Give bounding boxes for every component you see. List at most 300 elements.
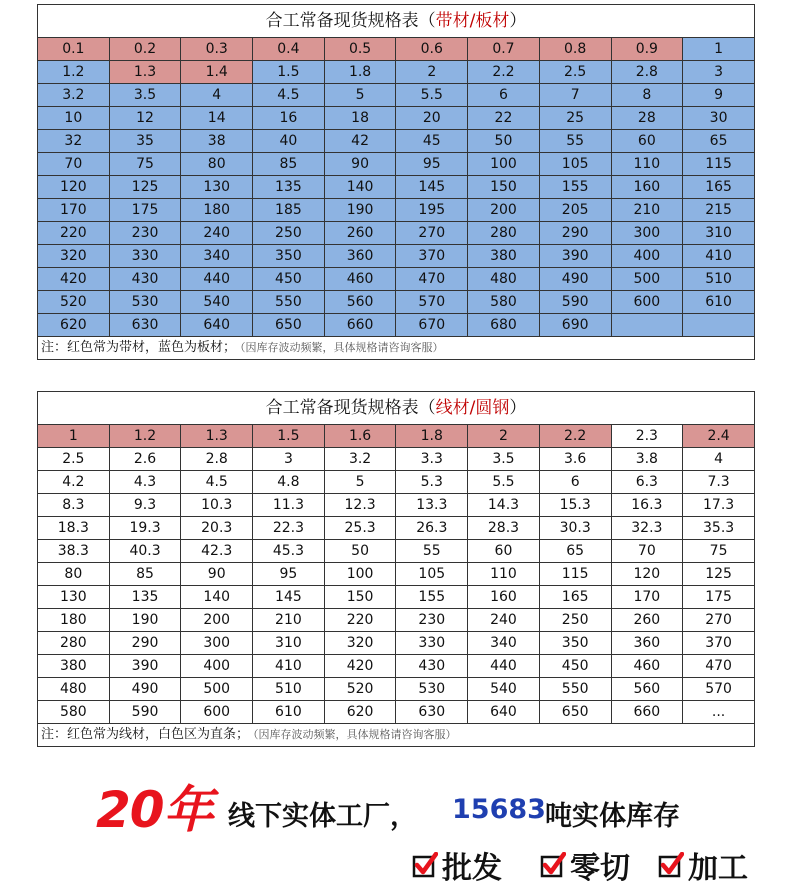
- spec-cell: 90: [324, 153, 396, 176]
- spec-cell: 10.3: [181, 494, 253, 517]
- spec-cell: 250: [253, 222, 325, 245]
- spec-cell: 7: [539, 84, 611, 107]
- spec-cell: 540: [181, 291, 253, 314]
- note-disclaimer: （因库存波动频繁，具体规格请咨询客服）: [240, 341, 444, 354]
- spec-cell: 3: [253, 448, 325, 471]
- spec-cell: 2.5: [38, 448, 110, 471]
- spec-cell: ...: [683, 701, 755, 724]
- table-row: [38, 632, 755, 655]
- spec-cell: 290: [109, 632, 181, 655]
- spec-cell: 60: [611, 130, 683, 153]
- spec-cell: 155: [396, 586, 468, 609]
- checkbox-checked-icon: [412, 852, 438, 878]
- spec-cell: 190: [324, 199, 396, 222]
- spec-cell: 115: [539, 563, 611, 586]
- spec-cell: 550: [253, 291, 325, 314]
- table-row: [38, 517, 755, 540]
- table-row: [38, 176, 755, 199]
- spec-cell: 115: [683, 153, 755, 176]
- note-row: [38, 337, 755, 360]
- spec-cell: 60: [468, 540, 540, 563]
- spec-cell: 2.2: [539, 425, 611, 448]
- spec-cell: 1.6: [324, 425, 396, 448]
- spec-cell: 20: [396, 107, 468, 130]
- spec-cell: 250: [539, 609, 611, 632]
- spec-cell: 35: [109, 130, 181, 153]
- spec-cell: 175: [683, 586, 755, 609]
- table-row: [38, 540, 755, 563]
- spec-cell: 500: [611, 268, 683, 291]
- table-title: [38, 5, 755, 38]
- spec-cell: 520: [38, 291, 110, 314]
- spec-cell: 145: [253, 586, 325, 609]
- spec-cell: 650: [253, 314, 325, 337]
- spec-cell: 2.2: [468, 61, 540, 84]
- spec-cell: 300: [611, 222, 683, 245]
- spec-cell: 410: [253, 655, 325, 678]
- spec-cell: 18: [324, 107, 396, 130]
- spec-cell: 1.8: [324, 61, 396, 84]
- spec-cell: 25.3: [324, 517, 396, 540]
- spec-cell: 0.9: [611, 38, 683, 61]
- spec-cell: 3.3: [396, 448, 468, 471]
- spec-cell: 540: [468, 678, 540, 701]
- spec-cell: 85: [109, 563, 181, 586]
- spec-cell: 230: [396, 609, 468, 632]
- spec-cell: 120: [38, 176, 110, 199]
- spec-cell: 30.3: [539, 517, 611, 540]
- spec-cell: 0.6: [396, 38, 468, 61]
- spec-cell: 38: [181, 130, 253, 153]
- spec-cell: 5: [324, 84, 396, 107]
- spec-cell: 0.2: [109, 38, 181, 61]
- spec-cell: 175: [109, 199, 181, 222]
- spec-cell: 4.5: [181, 471, 253, 494]
- spec-cell: 28.3: [468, 517, 540, 540]
- spec-cell: 490: [109, 678, 181, 701]
- table-note: [38, 337, 755, 360]
- spec-cell: 400: [611, 245, 683, 268]
- spec-cell: 2.5: [539, 61, 611, 84]
- note-row: [38, 724, 755, 747]
- spec-cell: 2.6: [109, 448, 181, 471]
- spec-cell: 350: [539, 632, 611, 655]
- service-badges: [0, 845, 790, 885]
- spec-cell: 0.8: [539, 38, 611, 61]
- spec-cell: 22: [468, 107, 540, 130]
- spec-cell: 360: [324, 245, 396, 268]
- spec-cell: 0.5: [324, 38, 396, 61]
- spec-cell: 4: [683, 448, 755, 471]
- spec-cell: 40.3: [109, 540, 181, 563]
- spec-cell: 3.2: [38, 84, 110, 107]
- spec-cell: 450: [539, 655, 611, 678]
- spec-cell: 200: [181, 609, 253, 632]
- spec-cell: 8: [611, 84, 683, 107]
- spec-cell: 680: [468, 314, 540, 337]
- checkbox-checked-icon: [540, 852, 566, 878]
- spec-cell: 1.2: [38, 61, 110, 84]
- note-text: 注：红色常为线材，白色区为直条；: [41, 727, 250, 742]
- spec-cell: 560: [324, 291, 396, 314]
- spec-cell: 17.3: [683, 494, 755, 517]
- spec-cell: 380: [38, 655, 110, 678]
- spec-cell: 75: [109, 153, 181, 176]
- spec-cell: 135: [253, 176, 325, 199]
- spec-cell: 610: [683, 291, 755, 314]
- spec-cell: 165: [539, 586, 611, 609]
- spec-cell: 220: [324, 609, 396, 632]
- spec-cell: 420: [324, 655, 396, 678]
- spec-cell: 145: [396, 176, 468, 199]
- spec-cell: 350: [253, 245, 325, 268]
- badge-label: 加工: [688, 851, 748, 886]
- spec-cell: 95: [253, 563, 325, 586]
- spec-cell: 520: [324, 678, 396, 701]
- spec-cell: 460: [324, 268, 396, 291]
- table-row: [38, 84, 755, 107]
- badge-label: 批发: [442, 851, 502, 886]
- table-row: [38, 563, 755, 586]
- spec-cell: 600: [611, 291, 683, 314]
- spec-cell: 490: [539, 268, 611, 291]
- spec-cell: 125: [109, 176, 181, 199]
- spec-cell: 50: [468, 130, 540, 153]
- table-row: [38, 153, 755, 176]
- spec-cell: 140: [181, 586, 253, 609]
- spec-cell: 65: [539, 540, 611, 563]
- spec-cell: 6.3: [611, 471, 683, 494]
- spec-cell: 7.3: [683, 471, 755, 494]
- spec-cell: 2.8: [611, 61, 683, 84]
- spec-cell: 9.3: [109, 494, 181, 517]
- title-highlight: 线材/圆钢: [435, 398, 510, 418]
- spec-cell: 430: [109, 268, 181, 291]
- table-row: [38, 291, 755, 314]
- spec-cell: 4.3: [109, 471, 181, 494]
- spec-cell: 4: [181, 84, 253, 107]
- spec-cell: 16.3: [611, 494, 683, 517]
- table-row: [38, 655, 755, 678]
- spec-cell: 640: [468, 701, 540, 724]
- spec-cell: 35.3: [683, 517, 755, 540]
- spec-cell: 70: [611, 540, 683, 563]
- spec-cell: 25: [539, 107, 611, 130]
- spec-cell: 620: [324, 701, 396, 724]
- spec-cell: 100: [324, 563, 396, 586]
- spec-cell: [683, 314, 755, 337]
- spec-cell: 270: [396, 222, 468, 245]
- spec-cell: 500: [181, 678, 253, 701]
- spec-cell: 630: [109, 314, 181, 337]
- spec-cell: 14.3: [468, 494, 540, 517]
- slogan-banner: [0, 768, 790, 838]
- spec-cell: 420: [38, 268, 110, 291]
- badge-wholesale: [412, 845, 502, 885]
- table-row: [38, 130, 755, 153]
- table-row: [38, 494, 755, 517]
- spec-cell: 130: [181, 176, 253, 199]
- spec-cell: 130: [38, 586, 110, 609]
- spec-cell: 215: [683, 199, 755, 222]
- spec-cell: 9: [683, 84, 755, 107]
- spec-cell: 3.8: [611, 448, 683, 471]
- spec-cell: 280: [468, 222, 540, 245]
- badge-processing: [658, 845, 748, 885]
- spec-cell: 380: [468, 245, 540, 268]
- spec-cell: 480: [468, 268, 540, 291]
- spec-cell: 1.8: [396, 425, 468, 448]
- spec-cell: 55: [539, 130, 611, 153]
- spec-cell: 150: [324, 586, 396, 609]
- table-row: [38, 678, 755, 701]
- spec-cell: 85: [253, 153, 325, 176]
- spec-cell: 4.2: [38, 471, 110, 494]
- spec-cell: 2: [468, 425, 540, 448]
- spec-cell: 2.3: [611, 425, 683, 448]
- spec-cell: 360: [611, 632, 683, 655]
- spec-cell: 670: [396, 314, 468, 337]
- spec-cell: 430: [396, 655, 468, 678]
- spec-cell: 14: [181, 107, 253, 130]
- table-title: [38, 392, 755, 425]
- spec-cell: 75: [683, 540, 755, 563]
- spec-cell: 320: [324, 632, 396, 655]
- spec-cell: 45: [396, 130, 468, 153]
- spec-cell: 0.7: [468, 38, 540, 61]
- spec-cell: 530: [396, 678, 468, 701]
- table-row: [38, 425, 755, 448]
- spec-cell: 165: [683, 176, 755, 199]
- spec-cell: 390: [539, 245, 611, 268]
- slogan-number: 15683: [452, 794, 546, 825]
- wire-rod-spec-table: [37, 391, 755, 747]
- table-row: [38, 448, 755, 471]
- spec-cell: 510: [253, 678, 325, 701]
- title-highlight: 带材/板材: [435, 11, 510, 31]
- spec-cell: 220: [38, 222, 110, 245]
- spec-cell: 28: [611, 107, 683, 130]
- spec-cell: 590: [539, 291, 611, 314]
- spec-cell: 55: [396, 540, 468, 563]
- spec-cell: 135: [109, 586, 181, 609]
- title-suffix: ）: [509, 398, 527, 418]
- spec-cell: 370: [396, 245, 468, 268]
- spec-cell: 160: [468, 586, 540, 609]
- spec-cell: 240: [468, 609, 540, 632]
- spec-cell: 110: [468, 563, 540, 586]
- spec-cell: 2: [396, 61, 468, 84]
- spec-cell: 180: [38, 609, 110, 632]
- spec-cell: 11.3: [253, 494, 325, 517]
- spec-cell: [611, 314, 683, 337]
- badge-label: 零切: [570, 851, 630, 886]
- spec-cell: 200: [468, 199, 540, 222]
- spec-cell: 42: [324, 130, 396, 153]
- table-row: [38, 107, 755, 130]
- spec-cell: 340: [181, 245, 253, 268]
- spec-cell: 450: [253, 268, 325, 291]
- spec-cell: 80: [38, 563, 110, 586]
- spec-cell: 180: [181, 199, 253, 222]
- spec-cell: 170: [611, 586, 683, 609]
- table-row: [38, 38, 755, 61]
- spec-cell: 300: [181, 632, 253, 655]
- spec-cell: 340: [468, 632, 540, 655]
- spec-cell: 530: [109, 291, 181, 314]
- spec-cell: 45.3: [253, 540, 325, 563]
- title-prefix: 合工常备现货规格表（: [265, 398, 436, 418]
- spec-cell: 470: [683, 655, 755, 678]
- spec-cell: 1.3: [181, 425, 253, 448]
- spec-cell: 1.5: [253, 425, 325, 448]
- spec-cell: 1.2: [109, 425, 181, 448]
- spec-cell: 510: [683, 268, 755, 291]
- table-row: [38, 586, 755, 609]
- spec-cell: 560: [611, 678, 683, 701]
- spec-cell: 26.3: [396, 517, 468, 540]
- spec-cell: 95: [396, 153, 468, 176]
- table-row: [38, 609, 755, 632]
- spec-cell: 690: [539, 314, 611, 337]
- spec-cell: 2.4: [683, 425, 755, 448]
- spec-cell: 105: [396, 563, 468, 586]
- spec-cell: 40: [253, 130, 325, 153]
- spec-cell: 410: [683, 245, 755, 268]
- slogan-years: 20年: [96, 781, 213, 839]
- spec-cell: 400: [181, 655, 253, 678]
- spec-cell: 0.4: [253, 38, 325, 61]
- table-row: [38, 245, 755, 268]
- title-prefix: 合工常备现货规格表（: [265, 11, 436, 31]
- spec-cell: 370: [683, 632, 755, 655]
- spec-cell: 3.5: [468, 448, 540, 471]
- spec-cell: 4.8: [253, 471, 325, 494]
- spec-cell: 205: [539, 199, 611, 222]
- spec-cell: 6: [539, 471, 611, 494]
- note-disclaimer: （因库存波动频繁，具体规格请咨询客服）: [253, 728, 457, 741]
- spec-cell: 3.6: [539, 448, 611, 471]
- spec-cell: 70: [38, 153, 110, 176]
- spec-cell: 190: [109, 609, 181, 632]
- note-text: 注：红色常为带材，蓝色为板材；: [41, 340, 237, 355]
- spec-cell: 460: [611, 655, 683, 678]
- spec-cell: 0.1: [38, 38, 110, 61]
- spec-cell: 13.3: [396, 494, 468, 517]
- spec-cell: 10: [38, 107, 110, 130]
- table-row: [38, 471, 755, 494]
- spec-cell: 1.5: [253, 61, 325, 84]
- spec-cell: 50: [324, 540, 396, 563]
- spec-cell: 290: [539, 222, 611, 245]
- spec-cell: 4.5: [253, 84, 325, 107]
- spec-cell: 185: [253, 199, 325, 222]
- spec-cell: 440: [181, 268, 253, 291]
- spec-cell: 580: [468, 291, 540, 314]
- spec-cell: 230: [109, 222, 181, 245]
- spec-cell: 1.4: [181, 61, 253, 84]
- spec-cell: 310: [253, 632, 325, 655]
- spec-cell: 330: [396, 632, 468, 655]
- spec-cell: 590: [109, 701, 181, 724]
- table-note: [38, 724, 755, 747]
- spec-cell: 630: [396, 701, 468, 724]
- spec-cell: 620: [38, 314, 110, 337]
- spec-cell: 5.5: [468, 471, 540, 494]
- table-row: [38, 61, 755, 84]
- table-row: [38, 268, 755, 291]
- slogan-factory: 线下实体工厂，: [228, 801, 417, 832]
- checkbox-checked-icon: [658, 852, 684, 878]
- spec-cell: 480: [38, 678, 110, 701]
- spec-cell: 170: [38, 199, 110, 222]
- spec-cell: 150: [468, 176, 540, 199]
- spec-cell: 5.3: [396, 471, 468, 494]
- table-row: [38, 701, 755, 724]
- spec-cell: 65: [683, 130, 755, 153]
- table-row: [38, 222, 755, 245]
- spec-cell: 550: [539, 678, 611, 701]
- spec-cell: 600: [181, 701, 253, 724]
- spec-cell: 5: [324, 471, 396, 494]
- spec-cell: 16: [253, 107, 325, 130]
- spec-cell: 650: [539, 701, 611, 724]
- spec-cell: 90: [181, 563, 253, 586]
- spec-cell: 210: [253, 609, 325, 632]
- spec-cell: 310: [683, 222, 755, 245]
- spec-cell: 140: [324, 176, 396, 199]
- spec-cell: 6: [468, 84, 540, 107]
- spec-cell: 660: [324, 314, 396, 337]
- spec-cell: 640: [181, 314, 253, 337]
- spec-cell: 2.8: [181, 448, 253, 471]
- spec-cell: 580: [38, 701, 110, 724]
- spec-cell: 1: [38, 425, 110, 448]
- spec-cell: 240: [181, 222, 253, 245]
- spec-cell: 330: [109, 245, 181, 268]
- spec-cell: 38.3: [38, 540, 110, 563]
- spec-cell: 320: [38, 245, 110, 268]
- spec-cell: 1: [683, 38, 755, 61]
- spec-cell: 160: [611, 176, 683, 199]
- spec-cell: 270: [683, 609, 755, 632]
- spec-cell: 32: [38, 130, 110, 153]
- spec-cell: 3: [683, 61, 755, 84]
- spec-cell: 155: [539, 176, 611, 199]
- spec-cell: 80: [181, 153, 253, 176]
- spec-cell: 570: [683, 678, 755, 701]
- spec-cell: 610: [253, 701, 325, 724]
- spec-cell: 32.3: [611, 517, 683, 540]
- spec-cell: 570: [396, 291, 468, 314]
- badge-cutting: [540, 845, 630, 885]
- spec-cell: 105: [539, 153, 611, 176]
- spec-cell: 15.3: [539, 494, 611, 517]
- spec-cell: 110: [611, 153, 683, 176]
- spec-cell: 12.3: [324, 494, 396, 517]
- spec-cell: 660: [611, 701, 683, 724]
- spec-cell: 3.2: [324, 448, 396, 471]
- spec-cell: 120: [611, 563, 683, 586]
- spec-cell: 0.3: [181, 38, 253, 61]
- spec-cell: 8.3: [38, 494, 110, 517]
- spec-cell: 100: [468, 153, 540, 176]
- spec-cell: 22.3: [253, 517, 325, 540]
- spec-cell: 42.3: [181, 540, 253, 563]
- spec-cell: 470: [396, 268, 468, 291]
- title-suffix: ）: [509, 11, 527, 31]
- spec-cell: 18.3: [38, 517, 110, 540]
